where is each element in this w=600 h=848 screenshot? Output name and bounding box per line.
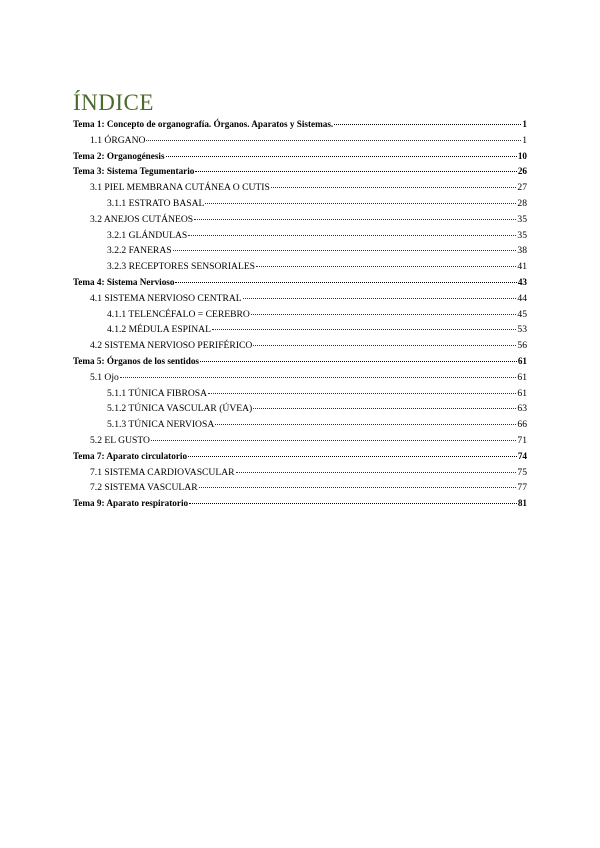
dot-leader (188, 235, 516, 236)
toc-entry-page: 10 (517, 150, 527, 161)
toc-entry-page: 35 (517, 229, 527, 241)
dot-leader (166, 156, 517, 157)
toc-entry-label: Tema 1: Concepto de organografía. Órganos. Aparatos y Sistemas. (73, 119, 334, 129)
toc-entry-label: 3.2.2 FANERAS (107, 245, 172, 257)
dot-leader (120, 377, 517, 378)
toc-entry-page: 66 (517, 419, 527, 431)
toc-entry-label: 3.2.1 GLÁNDULAS (107, 229, 188, 241)
dot-leader (243, 298, 517, 299)
toc-entry[interactable] (73, 164, 527, 180)
dot-leader (146, 140, 521, 141)
toc-entry-page: 38 (517, 245, 527, 257)
toc-entry-page: 71 (517, 434, 527, 446)
toc-entry[interactable] (73, 212, 527, 228)
toc-entry[interactable] (73, 496, 527, 512)
toc-entry[interactable] (73, 259, 527, 275)
toc-entry-label: Tema 3: Sistema Tegumentario (73, 166, 195, 177)
dot-leader (236, 472, 517, 473)
toc-entry-page: 35 (517, 213, 527, 225)
toc-entry[interactable] (73, 322, 527, 338)
toc-entry-page: 75 (517, 466, 527, 478)
toc-entry[interactable] (73, 480, 527, 496)
toc-entry-page: 45 (517, 308, 527, 320)
toc-entry-page: 61 (517, 371, 527, 383)
dot-leader (195, 171, 516, 172)
toc-entry-label: 4.2 SISTEMA NERVIOSO PERIFÉRICO (90, 340, 253, 352)
dot-leader (215, 424, 516, 425)
dot-leader (175, 282, 516, 283)
toc-entry-page: 27 (517, 182, 527, 194)
toc-entry-label: 3.2 ANEJOS CUTÁNEOS (90, 213, 194, 225)
table-of-contents (73, 117, 527, 512)
toc-entry[interactable] (73, 133, 527, 149)
toc-entry-page: 44 (517, 292, 527, 304)
dot-leader (253, 408, 516, 409)
toc-entry-label: 3.1.1 ESTRATO BASAL (107, 197, 205, 209)
toc-entry-page: 1 (522, 119, 527, 129)
dot-leader (173, 250, 517, 251)
toc-entry-page: 56 (517, 340, 527, 352)
toc-entry[interactable] (73, 370, 527, 386)
page-title: ÍNDICE (73, 90, 154, 115)
dot-leader (200, 361, 517, 362)
toc-entry[interactable] (73, 149, 527, 165)
toc-entry-label: 4.1.2 MÉDULA ESPINAL (107, 324, 211, 336)
dot-leader (334, 124, 521, 125)
toc-entry-label: Tema 4: Sistema Nervioso (73, 276, 175, 287)
dot-leader (251, 314, 517, 315)
toc-entry-label: Tema 2: Organogénesis (73, 150, 165, 161)
dot-leader (194, 219, 516, 220)
toc-entry[interactable] (73, 228, 527, 244)
toc-entry-label: 7.1 SISTEMA CARDIOVASCULAR (90, 466, 235, 478)
toc-entry-page: 61 (517, 387, 527, 399)
toc-entry-page: 53 (517, 324, 527, 336)
toc-entry-label: Tema 5: Órganos de los sentidos (73, 355, 199, 366)
toc-entry[interactable] (73, 196, 527, 212)
toc-entry-label: 4.1 SISTEMA NERVIOSO CENTRAL (90, 292, 242, 304)
dot-leader (151, 440, 516, 441)
dot-leader (253, 345, 516, 346)
toc-entry-page: 28 (517, 197, 527, 209)
toc-entry-page: 1 (522, 134, 527, 146)
toc-entry-label: 5.1.1 TÚNICA FIBROSA (107, 387, 208, 399)
toc-entry-label: 4.1.1 TELENCÉFALO = CEREBRO (107, 308, 250, 320)
dot-leader (188, 456, 517, 457)
toc-entry-page: 61 (517, 355, 527, 366)
toc-entry[interactable] (73, 117, 527, 133)
toc-entry-label: 1.1 ÓRGANO (90, 134, 146, 146)
toc-entry[interactable] (73, 354, 527, 370)
toc-entry-page: 43 (517, 276, 527, 287)
toc-entry[interactable] (73, 386, 527, 402)
toc-entry-page: 74 (517, 450, 527, 461)
toc-entry[interactable] (73, 433, 527, 449)
toc-entry-page: 63 (517, 403, 527, 415)
dot-leader (208, 393, 516, 394)
toc-entry[interactable] (73, 243, 527, 259)
toc-entry-label: 5.1.3 TÚNICA NERVIOSA (107, 419, 215, 431)
toc-entry-page: 41 (517, 261, 527, 273)
toc-entry[interactable] (73, 180, 527, 196)
dot-leader (199, 487, 517, 488)
toc-entry-label: 5.1 Ojo (90, 371, 119, 383)
toc-entry[interactable] (73, 417, 527, 433)
toc-entry-label: 3.2.3 RECEPTORES SENSORIALES (107, 261, 256, 273)
toc-entry[interactable] (73, 291, 527, 307)
toc-entry-label: Tema 7: Aparato circulatorio (73, 450, 188, 461)
toc-entry[interactable] (73, 275, 527, 291)
toc-entry-page: 77 (517, 482, 527, 494)
toc-entry-label: Tema 9: Aparato respiratorio (73, 498, 189, 509)
dot-leader (212, 329, 516, 330)
toc-entry-label: 7.2 SISTEMA VASCULAR (90, 482, 198, 494)
toc-entry-page: 26 (517, 166, 527, 177)
toc-entry[interactable] (73, 401, 527, 417)
dot-leader (271, 187, 517, 188)
toc-entry[interactable] (73, 449, 527, 465)
dot-leader (205, 203, 516, 204)
dot-leader (189, 503, 517, 504)
dot-leader (256, 266, 516, 267)
toc-entry-label: 5.2 EL GUSTO (90, 434, 150, 446)
toc-entry-page: 81 (517, 498, 527, 509)
toc-entry-label: 5.1.2 TÚNICA VASCULAR (ÚVEA) (107, 403, 253, 415)
toc-entry[interactable] (73, 338, 527, 354)
toc-entry-label: 3.1 PIEL MEMBRANA CUTÁNEA O CUTIS (90, 182, 270, 194)
toc-entry[interactable] (73, 307, 527, 323)
toc-entry[interactable] (73, 465, 527, 481)
